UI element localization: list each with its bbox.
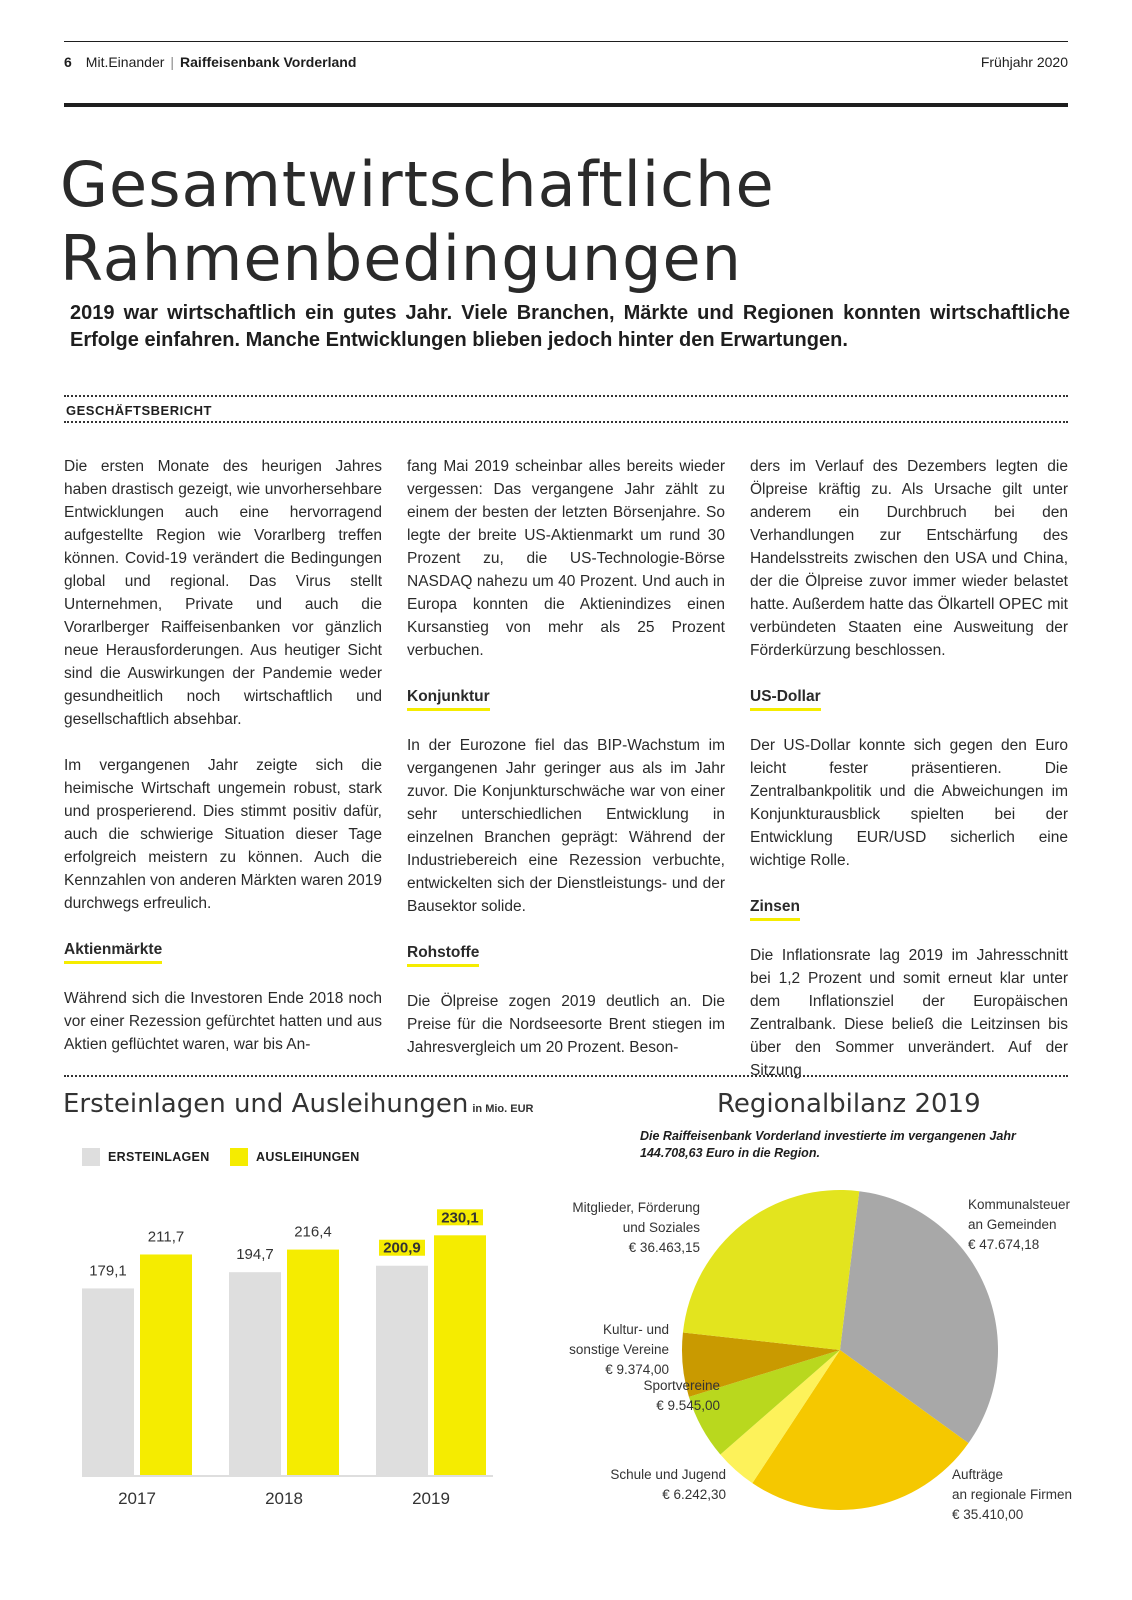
pie-chart-title: Regionalbilanz 2019 <box>717 1089 981 1119</box>
page-number: 6 <box>64 54 72 70</box>
pie-label-2 <box>610 1465 726 1505</box>
pie-label-line: und Soziales <box>622 1220 700 1235</box>
legend-swatch-yellow <box>230 1148 248 1166</box>
paragraph: Die Inflationsrate lag 2019 im Jahresschnitt bei 1,2 Prozent und somit erneut klar unter dem Inflationsziel der Europäischen Zentralbank. Diese beließ die Leitzinsen bis über den Sommer unverändert. Auf der Sitzung <box>750 947 1068 1079</box>
pie-label-line: an regionale Firmen <box>952 1487 1073 1502</box>
title-line-1: Gesamtwirtschaftliche <box>60 148 775 221</box>
legend-swatch-grey <box>82 1148 100 1166</box>
bar-chart-title-text: Ersteinlagen und Ausleihungen <box>63 1089 469 1119</box>
bar-ausleihungen-2018 <box>287 1250 339 1475</box>
pie-label-line: sonstige Vereine <box>569 1342 669 1357</box>
section-label: GESCHÄFTSBERICHT <box>66 403 212 418</box>
paragraph: Die ersten Monate des heurigen Jahres haben drastisch gezeigt, wie unvorhersehbare Entwicklungen auch eine hervorragend aufgestellte Region wie Vorarlberg treffen können. Covid-19 verändert die Bedingungen global und regional. Das Virus stellt Unternehmen, Private und auch die Vorarlberger Raiffeisenbanken vor gänzlich neue Herausforderungen. Aus heutiger Sicht sind die Auswirkungen der Pandemie weder gesundheitlich noch wirtschaftlich und gesellschaftlich absehbar. <box>64 458 382 728</box>
legend-label: ERSTEINLAGEN <box>108 1150 210 1164</box>
x-tick-label: 2019 <box>412 1489 450 1508</box>
value-label: 216,4 <box>294 1223 332 1241</box>
legend-item-ersteinlagen <box>82 1148 210 1166</box>
text-column-1 <box>64 455 382 1055</box>
subheading-aktienmaerkte: Aktienmärkte <box>64 940 162 964</box>
pie-label-line: Schule und Jugend <box>610 1467 726 1482</box>
pie-label-line: € 9.545,00 <box>656 1398 720 1413</box>
pie-label-line: Kultur- und <box>602 1322 669 1337</box>
x-tick-label: 2017 <box>118 1489 156 1508</box>
paragraph: fang Mai 2019 scheinbar alles bereits wieder vergessen: Das vergangene Jahr zählt zu einem der besten der letzten Börsenjahre. So legte der breite US-Aktienmarkt um rund 30 Prozent zu, die US-Technologie-Börse NASDAQ nahezu um 40 Prozent. Und auch in Europa konnten die Aktienindizes einen Kursanstieg von mehr als 25 Prozent verbuchen. <box>407 458 725 659</box>
magazine-name: Mit.Einander <box>85 54 165 70</box>
pie-label-line: € 6.242,30 <box>662 1487 726 1502</box>
title-line-2: Rahmenbedingungen <box>60 222 742 295</box>
legend-item-ausleihungen <box>230 1148 360 1166</box>
value-label: 194,7 <box>236 1246 274 1264</box>
header-thick-rule <box>64 103 1068 107</box>
dotted-divider <box>64 1075 1068 1077</box>
text-column-2 <box>407 455 725 1055</box>
pie-label-0 <box>968 1195 1070 1255</box>
running-header <box>64 54 356 70</box>
pie-label-line: € 47.674,18 <box>968 1237 1040 1252</box>
issue-label: Frühjahr 2020 <box>980 54 1068 70</box>
bar-ersteinlagen-2017 <box>82 1288 134 1475</box>
paragraph: Im vergangenen Jahr zeigte sich die heimische Wirtschaft ungemein robust, stark und prosperierend. Dies stimmt positiv dafür, auch die schwierige Situation dieser Tage erfolgreich meistern zu können. Auch die Kennzahlen von anderen Märkten waren 2019 durchwegs erfreulich. <box>64 757 382 912</box>
pie-chart-subtitle: Die Raiffeisenbank Vorderland investierte im vergangenen Jahr 144.708,63 Euro in die Region. <box>640 1129 1016 1160</box>
subheading-rohstoffe: Rohstoffe <box>407 943 479 967</box>
header-rule <box>64 41 1068 42</box>
dotted-divider <box>64 395 1068 397</box>
pie-label-line: € 35.410,00 <box>952 1507 1024 1522</box>
bar-chart-unit: in Mio. EUR <box>472 1103 534 1115</box>
paragraph: Der US-Dollar konnte sich gegen den Euro leicht fester präsentieren. Die Zentralbankpolitik und die Abweichungen im Konjunkturausblick spielten bei der Entwicklung EUR/USD sicherlich eine wichtige Rolle. <box>750 737 1068 869</box>
lead-paragraph: 2019 war wirtschaftlich ein gutes Jahr. Viele Branchen, Märkte und Regionen konnten wirtschaftliche Erfolge einfahren. Manche Entwicklungen blieben jedoch hinter den Erwartungen. <box>70 302 1070 351</box>
paragraph: ders im Verlauf des Dezembers legten die Ölpreise kräftig zu. Als Ursache gilt unter anderem ein Durchbruch bei den Verhandlungen zur Entschärfung des Handelsstreits zwischen den USA und China, der die Ölpreise zuvor immer wieder belastet hatte. Außerdem hatte das Ölkartell OPEC mit verbündeten Staaten eine Ausweitung der Förderkürzung beschlossen. <box>750 458 1068 659</box>
text-column-3 <box>750 455 1068 1079</box>
value-label: 230,1 <box>441 1209 479 1227</box>
dotted-divider <box>64 421 1068 423</box>
bar-ersteinlagen-2019 <box>376 1266 428 1475</box>
pie-label-1 <box>952 1465 1072 1525</box>
value-label: 211,7 <box>147 1228 185 1246</box>
paragraph: Während sich die Investoren Ende 2018 noch vor einer Rezession gefürchtet hatten und aus Aktien geflüchtet waren, war bis An- <box>64 990 382 1053</box>
pie-label-3 <box>643 1376 720 1416</box>
pie-label-5 <box>572 1198 700 1258</box>
header-separator: | <box>170 54 175 70</box>
value-label: 200,9 <box>383 1239 421 1257</box>
subheading-us-dollar: US-Dollar <box>750 687 821 711</box>
pie-label-line: € 36.463,15 <box>628 1240 700 1255</box>
x-tick-label: 2018 <box>265 1489 303 1508</box>
page-title <box>60 148 775 296</box>
pie-label-line: Mitglieder, Förderung <box>572 1200 700 1215</box>
pie-label-line: Sportvereine <box>643 1378 720 1393</box>
pie-label-line: an Gemeinden <box>968 1217 1057 1232</box>
pie-label-line: Kommunalsteuer <box>968 1197 1071 1212</box>
bar-chart <box>60 1170 510 1520</box>
paragraph: In der Eurozone fiel das BIP-Wachstum im vergangenen Jahr geringer aus als im Jahr zuvor. Die Konjunkturschwäche war von einer sehr unterschiedlichen Entwicklung in einzelnen Branchen geprägt: Während der Industriebereich eine Rezession verbuchte, entwickelten sich der Dienstleistungs- und der Bausektor solide. <box>407 737 725 915</box>
bar-ausleihungen-2017 <box>140 1254 192 1475</box>
pie-label-4 <box>569 1320 669 1380</box>
bank-name: Raiffeisenbank Vorderland <box>180 54 357 70</box>
pie-slice-5 <box>683 1190 859 1350</box>
legend-label: AUSLEIHUNGEN <box>256 1150 360 1164</box>
bar-ersteinlagen-2018 <box>229 1272 281 1475</box>
subheading-konjunktur: Konjunktur <box>407 687 490 711</box>
pie-label-line: Aufträge <box>952 1467 1004 1482</box>
bar-ausleihungen-2019 <box>434 1235 486 1475</box>
value-label: 179,1 <box>89 1262 127 1280</box>
paragraph: Die Ölpreise zogen 2019 deutlich an. Die Preise für die Nordseesorte Brent stiegen im Jahresvergleich um 20 Prozent. Beson- <box>407 993 725 1056</box>
bar-chart-title <box>63 1089 533 1119</box>
pie-label-line: € 9.374,00 <box>605 1362 669 1377</box>
subheading-zinsen: Zinsen <box>750 897 800 921</box>
